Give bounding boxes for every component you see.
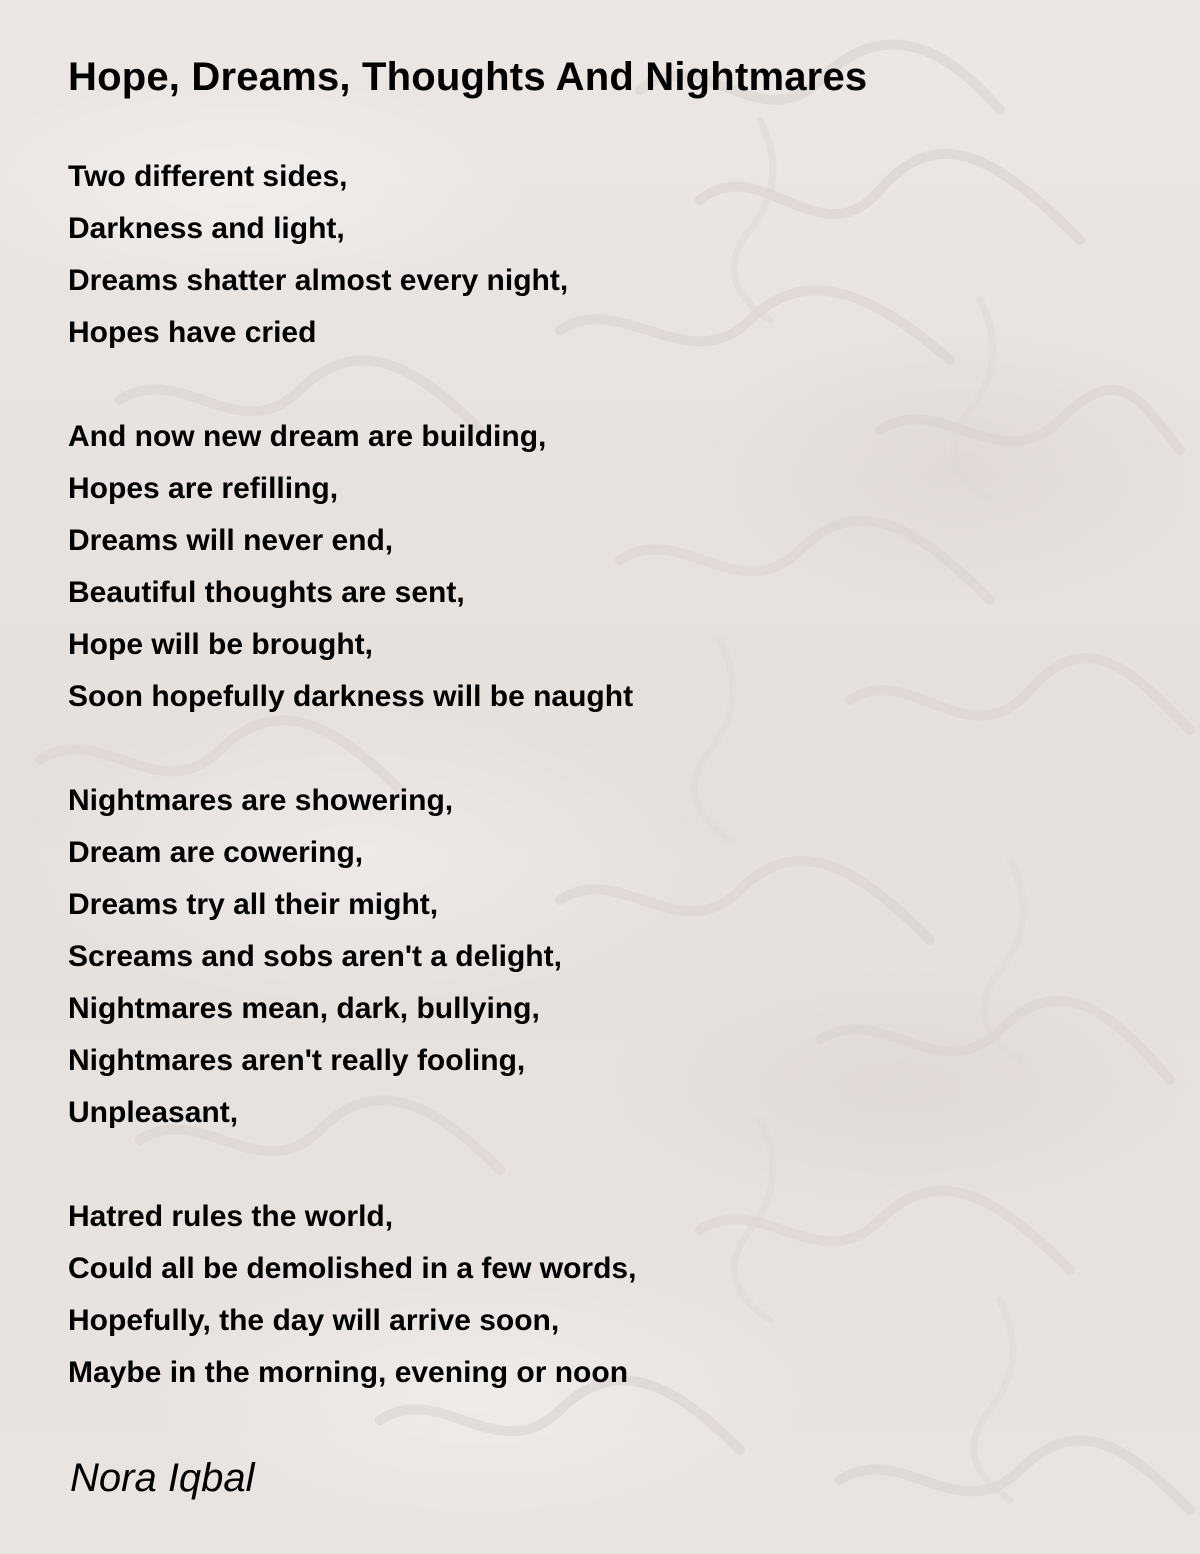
stanza-2 — [68, 411, 1148, 723]
poem-line: Hopes are refilling, — [68, 472, 339, 505]
poem-line: Could all be demolished in a few words, — [68, 1252, 637, 1285]
poem-line: Nightmares mean, dark, bullying, — [68, 992, 540, 1025]
stanza-1 — [68, 151, 1148, 359]
poem-line: Dream are cowering, — [68, 836, 364, 869]
poem-line: Dreams will never end, — [68, 524, 394, 557]
poem-line: Hope will be brought, — [68, 628, 373, 661]
stanza-4 — [68, 1191, 1148, 1399]
poem-line: Two different sides, — [68, 160, 348, 193]
poem-line: Hopefully, the day will arrive soon, — [68, 1304, 560, 1337]
poem-line: Screams and sobs aren't a delight, — [68, 940, 562, 973]
poem-page — [68, 52, 1148, 1500]
poem-line: And now new dream are building, — [68, 420, 547, 453]
poem-title: Hope, Dreams, Thoughts And Nightmares — [68, 55, 868, 99]
poem-line: Dreams try all their might, — [68, 888, 439, 921]
poem-line: Hopes have cried — [68, 316, 317, 349]
poem-body — [68, 151, 1148, 1451]
poem-line: Maybe in the morning, evening or noon — [68, 1356, 629, 1389]
poem-author: Nora Iqbal — [70, 1456, 255, 1500]
poem-line: Dreams shatter almost every night, — [68, 264, 569, 297]
poem-line: Nightmares aren't really fooling, — [68, 1044, 526, 1077]
poem-line: Nightmares are showering, — [68, 784, 454, 817]
poem-line: Hatred rules the world, — [68, 1200, 394, 1233]
poem-line: Unpleasant, — [68, 1096, 239, 1129]
poem-line: Darkness and light, — [68, 212, 345, 245]
stanza-3 — [68, 775, 1148, 1139]
poem-line: Beautiful thoughts are sent, — [68, 576, 465, 609]
poem-line: Soon hopefully darkness will be naught — [68, 680, 634, 713]
